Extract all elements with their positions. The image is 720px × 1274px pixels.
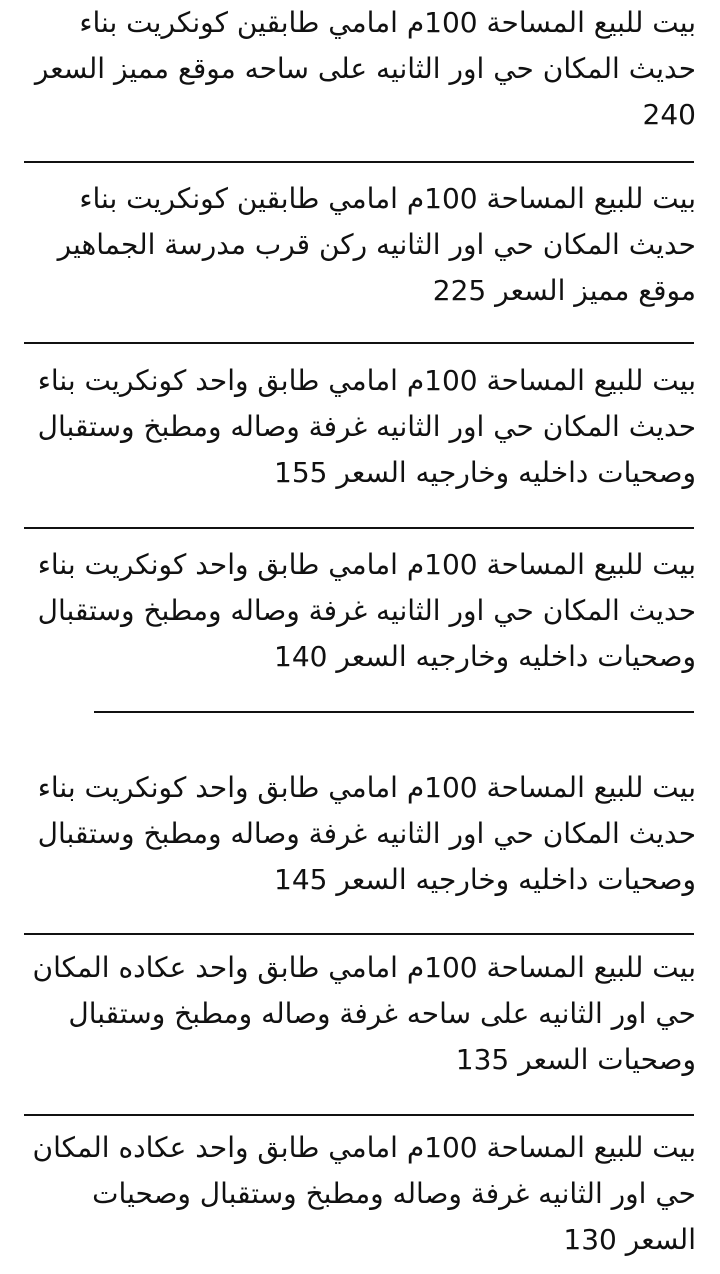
listing-line: بيت للبيع المساحة 100م امامي طابقين كونكريت بناء (79, 182, 696, 215)
listing-line: بيت للبيع المساحة 100م امامي طابق واحد كونكريت بناء (37, 364, 696, 397)
listing-line: السعر 130 (563, 1223, 696, 1256)
divider (24, 1114, 694, 1116)
listing-line: وصحيات داخليه وخارجيه السعر 145 (274, 863, 696, 896)
listing-1 (24, 0, 696, 138)
listing-5 (24, 765, 696, 903)
listing-line: بيت للبيع المساحة 100م امامي طابق واحد عكاده المكان (32, 1131, 696, 1164)
divider (94, 711, 694, 713)
listing-line: بيت للبيع المساحة 100م امامي طابق واحد كونكريت بناء (37, 771, 696, 804)
listing-line: وصحيات السعر 135 (455, 1043, 696, 1076)
listing-line: حديث المكان حي اور الثانيه ركن قرب مدرسة الجماهير (57, 228, 696, 261)
divider (24, 342, 694, 344)
listing-line: موقع مميز السعر 225 (432, 274, 696, 307)
listing-line: حديث المكان حي اور الثانيه غرفة وصاله ومطبخ وستقبال (37, 817, 696, 850)
listing-6 (24, 945, 696, 1083)
listing-line: حديث المكان حي اور الثانيه غرفة وصاله ومطبخ وستقبال (37, 410, 696, 443)
listing-7 (24, 1125, 696, 1263)
listing-2 (24, 176, 696, 314)
listing-line: بيت للبيع المساحة 100م امامي طابق واحد كونكريت بناء (37, 548, 696, 581)
listing-line: وصحيات داخليه وخارجيه السعر 155 (274, 456, 696, 489)
divider (24, 933, 694, 935)
divider (24, 527, 694, 529)
listing-line: حي اور الثانيه على ساحه غرفة وصاله ومطبخ وستقبال (68, 997, 696, 1030)
listing-3 (24, 358, 696, 496)
listing-line: حديث المكان حي اور الثانيه على ساحه موقع مميز السعر (34, 52, 696, 85)
listing-4 (24, 542, 696, 680)
divider (24, 161, 694, 163)
listing-line: حديث المكان حي اور الثانيه غرفة وصاله ومطبخ وستقبال (37, 594, 696, 627)
listing-line: وصحيات داخليه وخارجيه السعر 140 (274, 640, 696, 673)
listing-line: حي اور الثانيه غرفة وصاله ومطبخ وستقبال وصحيات (92, 1177, 696, 1210)
listing-line: بيت للبيع المساحة 100م امامي طابقين كونكريت بناء (79, 6, 696, 39)
listing-line: بيت للبيع المساحة 100م امامي طابق واحد عكاده المكان (32, 951, 696, 984)
listing-price-line: 240 (642, 98, 696, 131)
